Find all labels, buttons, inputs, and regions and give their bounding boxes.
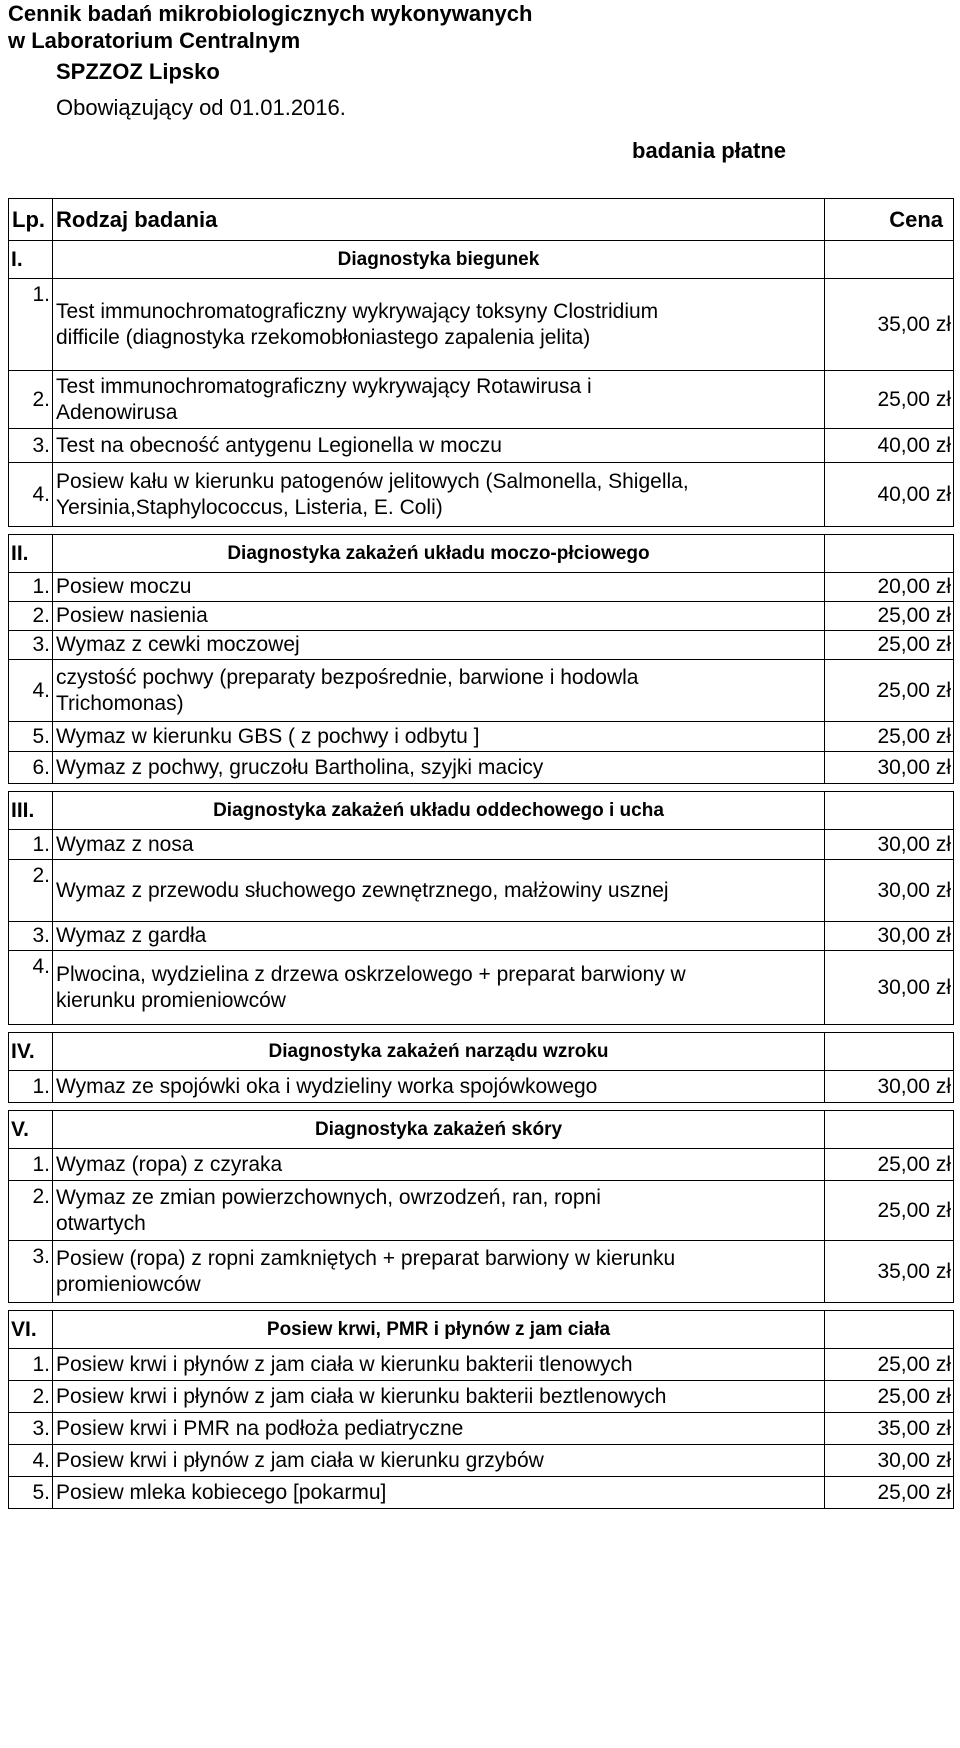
row-number: 3. <box>9 1241 53 1303</box>
section-number: IV. <box>9 1033 53 1071</box>
test-price: 30,00 zł <box>825 860 954 922</box>
table-row <box>9 922 954 951</box>
row-number: 3. <box>9 631 53 660</box>
test-name <box>53 951 825 1025</box>
table-row <box>9 1413 954 1445</box>
test-name-line: czystość pochwy (preparaty bezpośrednie, barwione i hodowla <box>56 665 639 689</box>
row-number: 3. <box>9 922 53 951</box>
table-row <box>9 429 954 463</box>
test-name <box>53 429 825 463</box>
row-number: 2. <box>9 1381 53 1413</box>
row-number: 4. <box>9 463 53 527</box>
section-header-row <box>9 1311 954 1349</box>
test-price: 25,00 zł <box>825 1149 954 1181</box>
test-name-line: Posiew mleka kobiecego [pokarmu] <box>56 1480 387 1504</box>
section-header-row <box>9 792 954 830</box>
test-price: 30,00 zł <box>825 752 954 784</box>
row-number: 2. <box>9 860 53 922</box>
table-row <box>9 1181 954 1241</box>
test-price: 30,00 zł <box>825 1445 954 1477</box>
table-row <box>9 830 954 860</box>
row-number: 4. <box>9 1445 53 1477</box>
table-row <box>9 1477 954 1509</box>
test-price: 25,00 zł <box>825 371 954 429</box>
row-number: 3. <box>9 429 53 463</box>
section-header-row <box>9 241 954 279</box>
test-name <box>53 922 825 951</box>
test-name <box>53 660 825 722</box>
row-number: 4. <box>9 660 53 722</box>
section-spacer <box>9 784 954 792</box>
test-name <box>53 1381 825 1413</box>
table-row <box>9 660 954 722</box>
test-price: 25,00 zł <box>825 660 954 722</box>
row-number: 1. <box>9 573 53 602</box>
test-name <box>53 463 825 527</box>
section-price-empty <box>825 1311 954 1349</box>
column-header-type: Rodzaj badania <box>53 199 825 241</box>
section-number: V. <box>9 1111 53 1149</box>
table-row <box>9 951 954 1025</box>
test-name-line: Plwocina, wydzielina z drzewa oskrzelowego + preparat barwiony w <box>56 962 686 986</box>
test-name-line: Posiew moczu <box>56 575 192 598</box>
test-price: 25,00 zł <box>825 1477 954 1509</box>
test-price: 30,00 zł <box>825 951 954 1025</box>
section-number: VI. <box>9 1311 53 1349</box>
section-price-empty <box>825 241 954 279</box>
section-price-empty <box>825 792 954 830</box>
row-number: 1. <box>9 279 53 371</box>
table-row <box>9 722 954 752</box>
section-spacer <box>9 1025 954 1033</box>
table-row <box>9 860 954 922</box>
test-name-line: Test immunochromatograficzny wykrywający Rotawirusa i <box>56 374 592 398</box>
test-name <box>53 860 825 922</box>
section-spacer <box>9 1103 954 1111</box>
table-row <box>9 1445 954 1477</box>
test-price: 25,00 zł <box>825 631 954 660</box>
test-name-line: Wymaz z gardła <box>56 924 207 947</box>
test-name <box>53 722 825 752</box>
test-name-line: Wymaz z pochwy, gruczołu Bartholina, szyjki macicy <box>56 755 544 779</box>
test-name <box>53 602 825 631</box>
test-price: 40,00 zł <box>825 429 954 463</box>
price-table-body <box>9 199 954 1509</box>
test-name-line: Posiew krwi i płynów z jam ciała w kierunku bakterii beztlenowych <box>56 1384 667 1408</box>
test-name <box>53 1477 825 1509</box>
test-name-line: Trichomonas) <box>56 691 184 715</box>
row-number: 1. <box>9 1349 53 1381</box>
test-name <box>53 1071 825 1103</box>
column-header-lp: Lp. <box>9 199 53 241</box>
test-price: 25,00 zł <box>825 1381 954 1413</box>
section-header-row <box>9 1111 954 1149</box>
paid-tests-note: badania płatne <box>632 138 787 163</box>
test-price: 40,00 zł <box>825 463 954 527</box>
row-number: 1. <box>9 1149 53 1181</box>
section-price-empty <box>825 1111 954 1149</box>
section-price-empty <box>825 1033 954 1071</box>
test-name-line: Posiew krwi i płynów z jam ciała w kierunku bakterii tlenowych <box>56 1352 633 1376</box>
row-number: 2. <box>9 1181 53 1241</box>
test-name-line: Wymaz w kierunku GBS ( z pochwy i odbytu ] <box>56 724 480 748</box>
test-name-line: Wymaz z nosa <box>56 832 194 856</box>
test-name-line: Wymaz ze spojówki oka i wydzieliny worka spojówkowego <box>56 1074 598 1098</box>
table-row <box>9 602 954 631</box>
test-price: 35,00 zł <box>825 279 954 371</box>
test-price: 30,00 zł <box>825 1071 954 1103</box>
test-price: 25,00 zł <box>825 722 954 752</box>
test-price: 30,00 zł <box>825 922 954 951</box>
table-row <box>9 1071 954 1103</box>
test-name-line: Wymaz z przewodu słuchowego zewnętrznego, małżowiny usznej <box>56 878 669 902</box>
section-spacer <box>9 1303 954 1311</box>
test-name <box>53 631 825 660</box>
section-title: Diagnostyka zakażeń narządu wzroku <box>53 1033 825 1071</box>
section-number: III. <box>9 792 53 830</box>
table-row <box>9 631 954 660</box>
table-row <box>9 279 954 371</box>
test-name-line: Posiew (ropa) z ropni zamkniętych + preparat barwiony w kierunku <box>56 1246 676 1270</box>
section-price-empty <box>825 535 954 573</box>
row-number: 1. <box>9 1071 53 1103</box>
test-name <box>53 1149 825 1181</box>
test-name-line: Adenowirusa <box>56 400 178 424</box>
document-header <box>8 0 958 121</box>
test-name-line: Yersinia,Staphylococcus, Listeria, E. Coli) <box>56 495 443 519</box>
test-name <box>53 1445 825 1477</box>
test-name-line: Test na obecność antygenu Legionella w moczu <box>56 433 502 457</box>
row-number: 4. <box>9 951 53 1025</box>
test-name-line: difficile (diagnostyka rzekomobłoniastego zapalenia jelita) <box>56 325 591 349</box>
table-row <box>9 573 954 602</box>
test-price: 25,00 zł <box>825 602 954 631</box>
test-name <box>53 371 825 429</box>
price-table <box>8 198 954 1509</box>
test-name-line: Test immunochromatograficzny wykrywający toksyny Clostridium <box>56 299 659 323</box>
test-name-line: otwartych <box>56 1211 146 1235</box>
test-name-line: kierunku promieniowców <box>56 988 286 1012</box>
document-title: Cennik badań mikrobiologicznych wykonywanych w Laboratorium Centralnym <box>8 1 533 53</box>
section-number: II. <box>9 535 53 573</box>
test-name <box>53 830 825 860</box>
section-title: Diagnostyka zakażeń skóry <box>53 1111 825 1149</box>
test-name-line: Wymaz z cewki moczowej <box>56 633 300 656</box>
test-name <box>53 1413 825 1445</box>
row-number: 2. <box>9 602 53 631</box>
row-number: 2. <box>9 371 53 429</box>
row-number: 6. <box>9 752 53 784</box>
test-name <box>53 279 825 371</box>
section-header-row <box>9 535 954 573</box>
test-name-line: promieniowców <box>56 1272 201 1296</box>
row-number: 5. <box>9 722 53 752</box>
spacer-cell <box>9 1025 954 1033</box>
section-header-row <box>9 1033 954 1071</box>
row-number: 3. <box>9 1413 53 1445</box>
test-name <box>53 1241 825 1303</box>
section-title: Diagnostyka zakażeń układu moczo-płciowego <box>53 535 825 573</box>
valid-from-date: Obowiązujący od 01.01.2016. <box>56 95 346 120</box>
spacer-cell <box>9 784 954 792</box>
spacer-cell <box>9 1103 954 1111</box>
table-row <box>9 752 954 784</box>
table-row <box>9 1241 954 1303</box>
column-header-row <box>9 199 954 241</box>
test-price: 25,00 zł <box>825 1181 954 1241</box>
table-row <box>9 463 954 527</box>
test-name <box>53 1349 825 1381</box>
test-name-line: Wymaz (ropa) z czyraka <box>56 1152 283 1176</box>
test-name-line: Posiew krwi i płynów z jam ciała w kierunku grzybów <box>56 1448 544 1472</box>
organization-name: SPZZOZ Lipsko <box>56 59 220 84</box>
section-spacer <box>9 527 954 535</box>
test-name-line: Posiew kału w kierunku patogenów jelitowych (Salmonella, Shigella, <box>56 469 689 493</box>
row-number: 1. <box>9 830 53 860</box>
test-name <box>53 573 825 602</box>
column-header-price: Cena <box>825 199 954 241</box>
section-title: Diagnostyka biegunek <box>53 241 825 279</box>
section-title: Posiew krwi, PMR i płynów z jam ciała <box>53 1311 825 1349</box>
test-price: 30,00 zł <box>825 830 954 860</box>
test-name-line: Wymaz ze zmian powierzchownych, owrzodzeń, ran, ropni <box>56 1185 601 1209</box>
test-price: 35,00 zł <box>825 1413 954 1445</box>
table-row <box>9 1149 954 1181</box>
row-number: 5. <box>9 1477 53 1509</box>
spacer-cell <box>9 527 954 535</box>
section-number: I. <box>9 241 53 279</box>
test-name-line: Posiew krwi i PMR na podłoża pediatryczne <box>56 1416 464 1440</box>
test-price: 25,00 zł <box>825 1349 954 1381</box>
test-name <box>53 752 825 784</box>
test-price: 20,00 zł <box>825 573 954 602</box>
spacer-cell <box>9 1303 954 1311</box>
table-row <box>9 1381 954 1413</box>
test-price: 35,00 zł <box>825 1241 954 1303</box>
test-name-line: Posiew nasienia <box>56 604 208 627</box>
section-title: Diagnostyka zakażeń układu oddechowego i ucha <box>53 792 825 830</box>
table-row <box>9 1349 954 1381</box>
test-name <box>53 1181 825 1241</box>
table-row <box>9 371 954 429</box>
